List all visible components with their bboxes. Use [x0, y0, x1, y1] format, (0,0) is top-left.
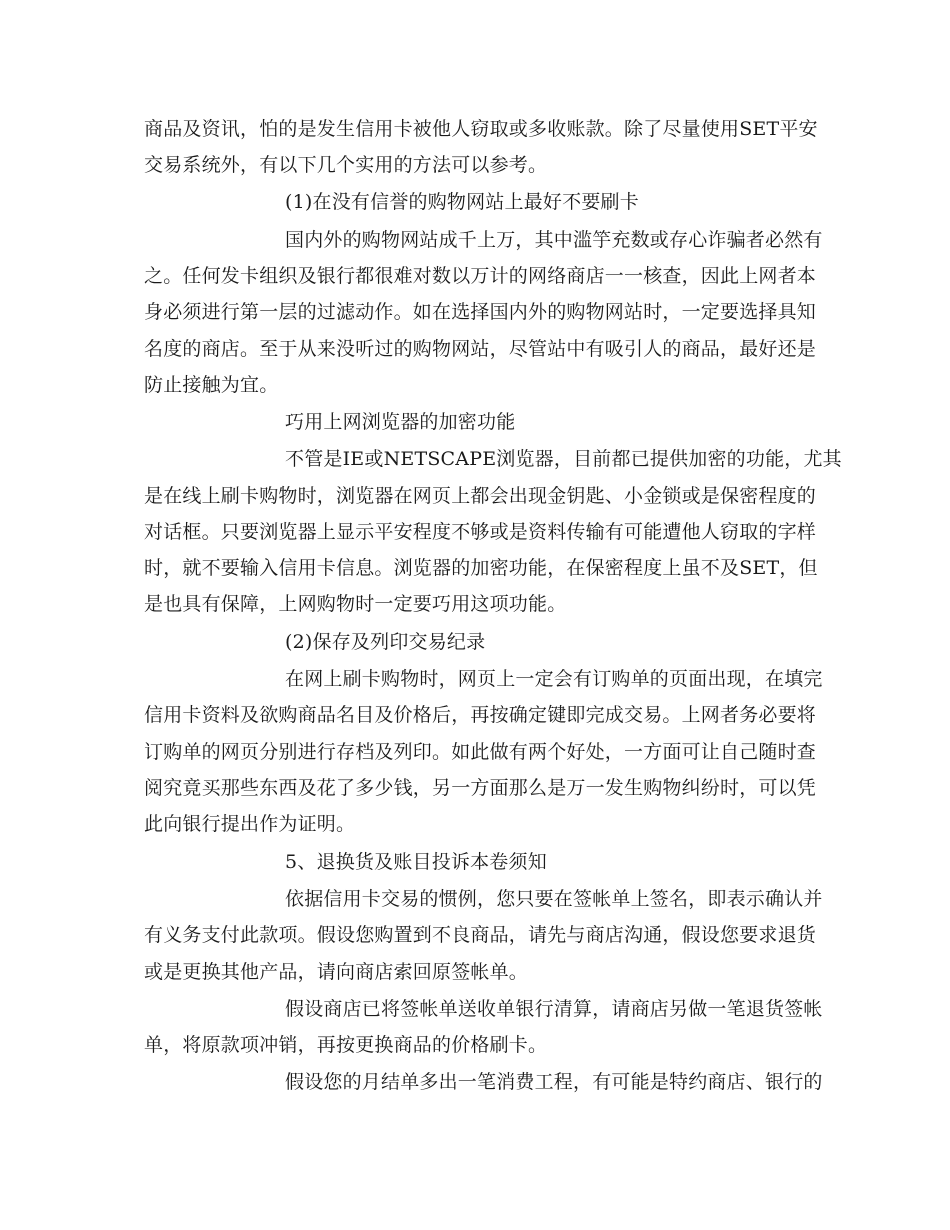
text-line: 不管是IE或NETSCAPE浏览器，目前都已提供加密的功能，尤其	[285, 448, 842, 470]
text-line: 是也具有保障，上网购物时一定要巧用这项功能。	[144, 593, 567, 615]
text-line: 身必须进行第一层的过滤动作。如在选择国内外的购物网站时，一定要选择具知	[144, 301, 817, 323]
text-line: 此向银行提出作为证明。	[144, 813, 356, 835]
text-line: 对话框。只要浏览器上显示平安程度不够或是资料传输有可能遭他人窃取的字样	[144, 521, 817, 543]
section-heading: 5、退换货及账目投诉本卷须知	[285, 851, 547, 873]
text-line: 国内外的购物网站成千上万，其中滥竽充数或存心诈骗者必然有	[285, 229, 823, 251]
text-line: 信用卡资料及欲购商品名目及价格后，再按确定键即完成交易。上网者务必要将	[144, 704, 817, 726]
text-line: 依据信用卡交易的惯例，您只要在签帐单上签名，即表示确认并	[285, 888, 823, 910]
section-heading: 巧用上网浏览器的加密功能	[285, 411, 516, 433]
section-heading: (2)保存及列印交易纪录	[285, 631, 486, 653]
text-line: 假设您的月结单多出一笔消费工程，有可能是特约商店、银行的	[285, 1071, 823, 1093]
text-line: 名度的商店。至于从来没听过的购物网站，尽管站中有吸引人的商品，最好还是	[144, 338, 817, 360]
text-line: 交易系统外，有以下几个实用的方法可以参考。	[144, 154, 548, 176]
text-line: 之。任何发卡组织及银行都很难对数以万计的网络商店一一核查，因此上网者本	[144, 265, 817, 287]
text-line: 订购单的网页分别进行存档及列印。如此做有两个好处，一方面可让自己随时查	[144, 741, 817, 763]
text-line: 或是更换其他产品，请向商店索回原签帐单。	[144, 961, 529, 983]
text-line: 有义务支付此款项。假设您购置到不良商品，请先与商店沟通，假设您要求退货	[144, 924, 817, 946]
text-line: 防止接触为宜。	[144, 374, 279, 396]
text-line: 商品及资讯，怕的是发生信用卡被他人窃取或多收账款。除了尽量使用SET平安	[144, 118, 818, 140]
section-heading: (1)在没有信誉的购物网站上最好不要刷卡	[285, 191, 639, 213]
text-line: 时，就不要输入信用卡信息。浏览器的加密功能，在保密程度上虽不及SET，但	[144, 557, 818, 579]
text-line: 单，将原款项冲销，再按更换商品的价格刷卡。	[144, 1034, 548, 1056]
text-line: 是在线上刷卡购物时，浏览器在网页上都会出现金钥匙、小金锁或是保密程度的	[144, 485, 817, 507]
text-line: 在网上刷卡购物时，网页上一定会有订购单的页面出现，在填完	[285, 668, 823, 690]
text-line: 阅究竟买那些东西及花了多少钱，另一方面那么是万一发生购物纠纷时，可以凭	[144, 777, 817, 799]
text-line: 假设商店已将签帐单送收单银行清算，请商店另做一笔退货签帐	[285, 998, 823, 1020]
